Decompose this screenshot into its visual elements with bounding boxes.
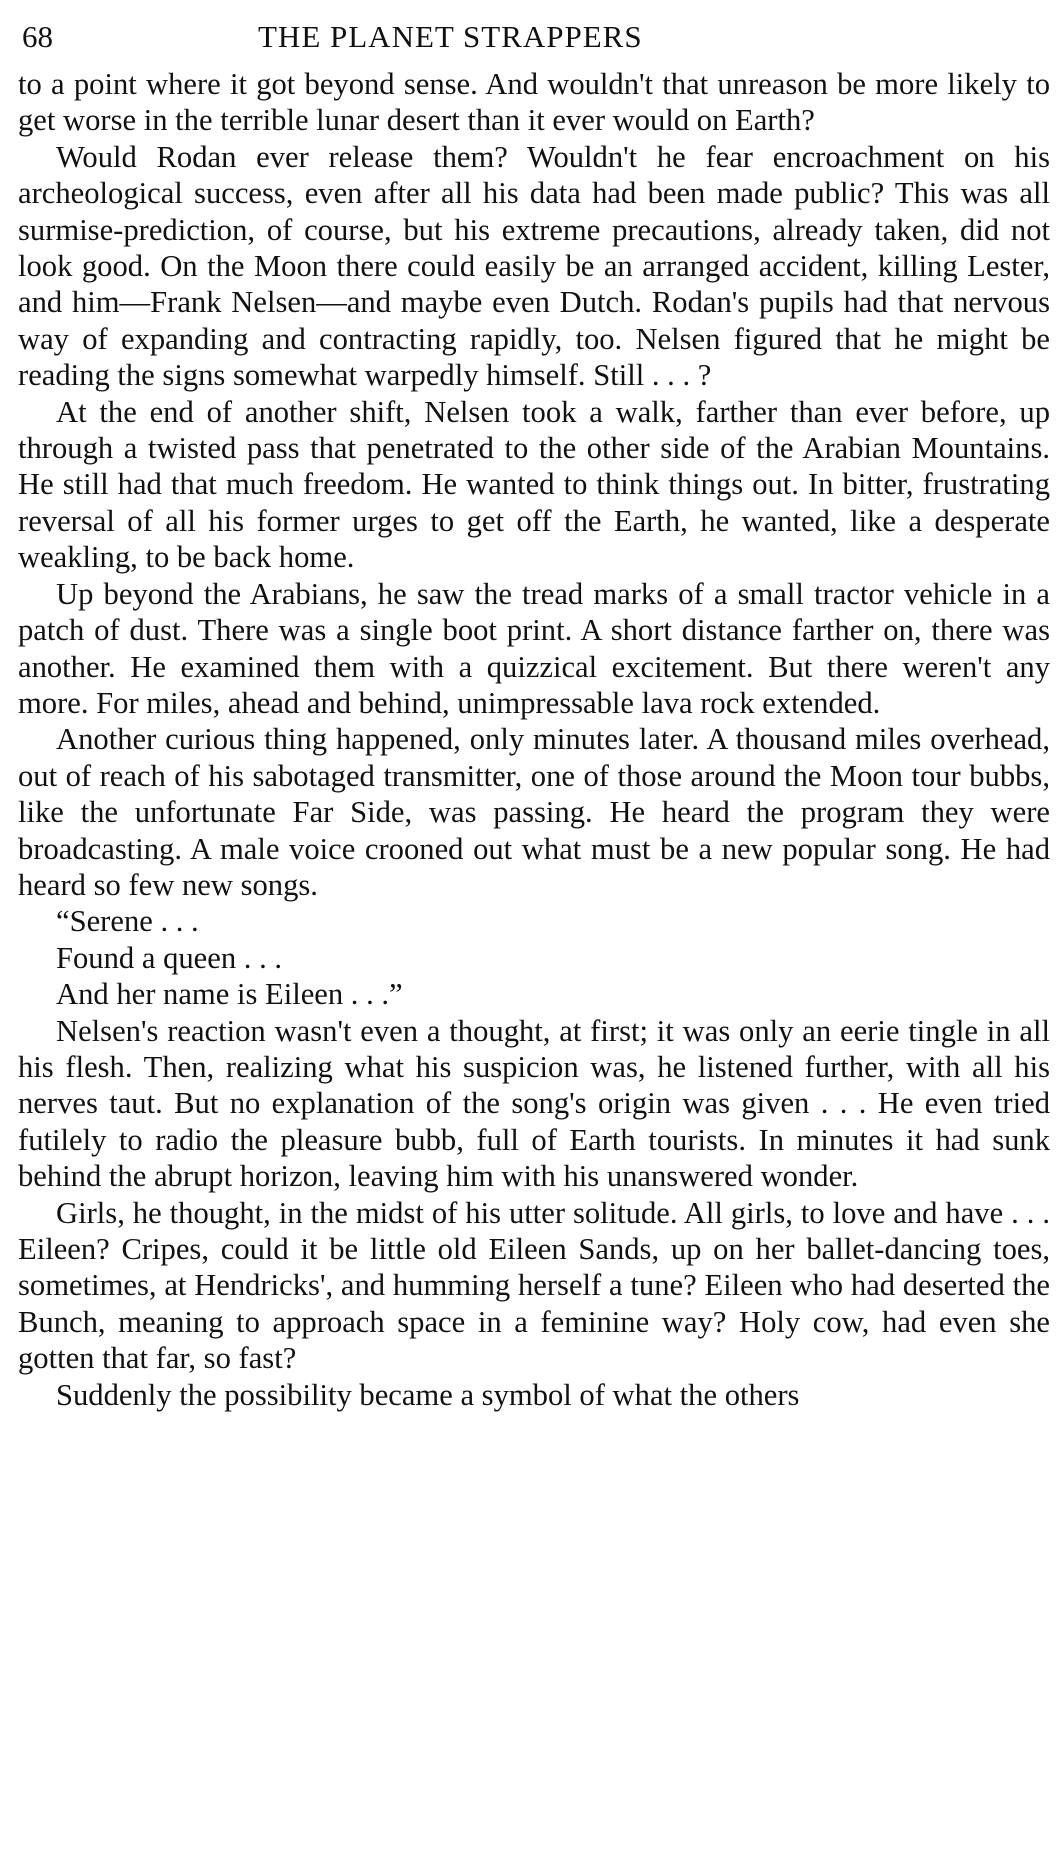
paragraph: Girls, he thought, in the midst of his utter solitude. All girls, to love and have . . . Eileen? Cripes, could it be little old Eileen Sands, up on her ballet-dancing toes, sometimes, at Hendricks', and humming herself a tune? Eileen who had deserted the Bunch, meaning to approach space in a feminine way? Holy cow, had even she gotten that far, so fast? xyxy=(18,1195,1050,1376)
song-line: And her name is Eileen . . .” xyxy=(56,977,403,1012)
page-header xyxy=(18,14,1050,60)
song-line: Found a queen . . . xyxy=(56,940,283,975)
running-title: THE PLANET STRAPPERS xyxy=(258,19,643,54)
paragraph: Would Rodan ever release them? Wouldn't he fear encroachment on his archeological success, even after all his data had been made public? This was all surmise-prediction, of course, but his extreme precautions, already taken, did not look good. On the Moon there could easily be an arranged accident, killing Lester, and him—Frank Nelsen—and maybe even Dutch. Rodan's pupils had that nervous way of expanding and contracting rapidly, too. Nelsen figured that he might be reading the signs somewhat warpedly himself. Still . . . ? xyxy=(18,139,1050,393)
paragraph: Suddenly the possibility became a symbol of what the others xyxy=(56,1377,800,1412)
paragraph: to a point where it got beyond sense. And wouldn't that unreason be more likely to get worse in the terrible lunar desert than it ever would on Earth? xyxy=(18,67,1050,138)
paragraph: Nelsen's reaction wasn't even a thought, at first; it was only an eerie tingle in all his flesh. Then, realizing what his suspicion was, he listened further, with all his nerves taut. But no explanation of the song's origin was given . . . He even tried futilely to radio the pleasure bubb, full of Earth tourists. In minutes it had sunk behind the abrupt horizon, leaving him with his unanswered wonder. xyxy=(18,1013,1050,1194)
paragraph: Up beyond the Arabians, he saw the tread marks of a small tractor vehicle in a patch of dust. There was a single boot print. A short distance farther on, there was another. He examined them with a quizzical excitement. But there weren't any more. For miles, ahead and behind, unimpressable lava rock extended. xyxy=(18,576,1050,720)
page-number: 68 xyxy=(22,19,53,54)
song-line: “Serene . . . xyxy=(56,904,199,939)
paragraph: Another curious thing happened, only minutes later. A thousand miles overhead, out of reach of his sabotaged transmitter, one of those around the Moon tour bubbs, like the unfortunate Far Side, was passing. He heard the program they were broadcasting. A male voice crooned out what must be a new popular song. He had heard so few new songs. xyxy=(18,722,1050,902)
paragraph: At the end of another shift, Nelsen took a walk, farther than ever before, up through a twisted pass that penetrated to the other side of the Arabian Mountains. He still had that much freedom. He wanted to think things out. In bitter, frustrating reversal of all his former urges to get off the Earth, he wanted, like a desperate weakling, to be back home. xyxy=(18,394,1050,575)
book-page xyxy=(18,14,1050,1413)
body-text xyxy=(18,66,1050,1413)
